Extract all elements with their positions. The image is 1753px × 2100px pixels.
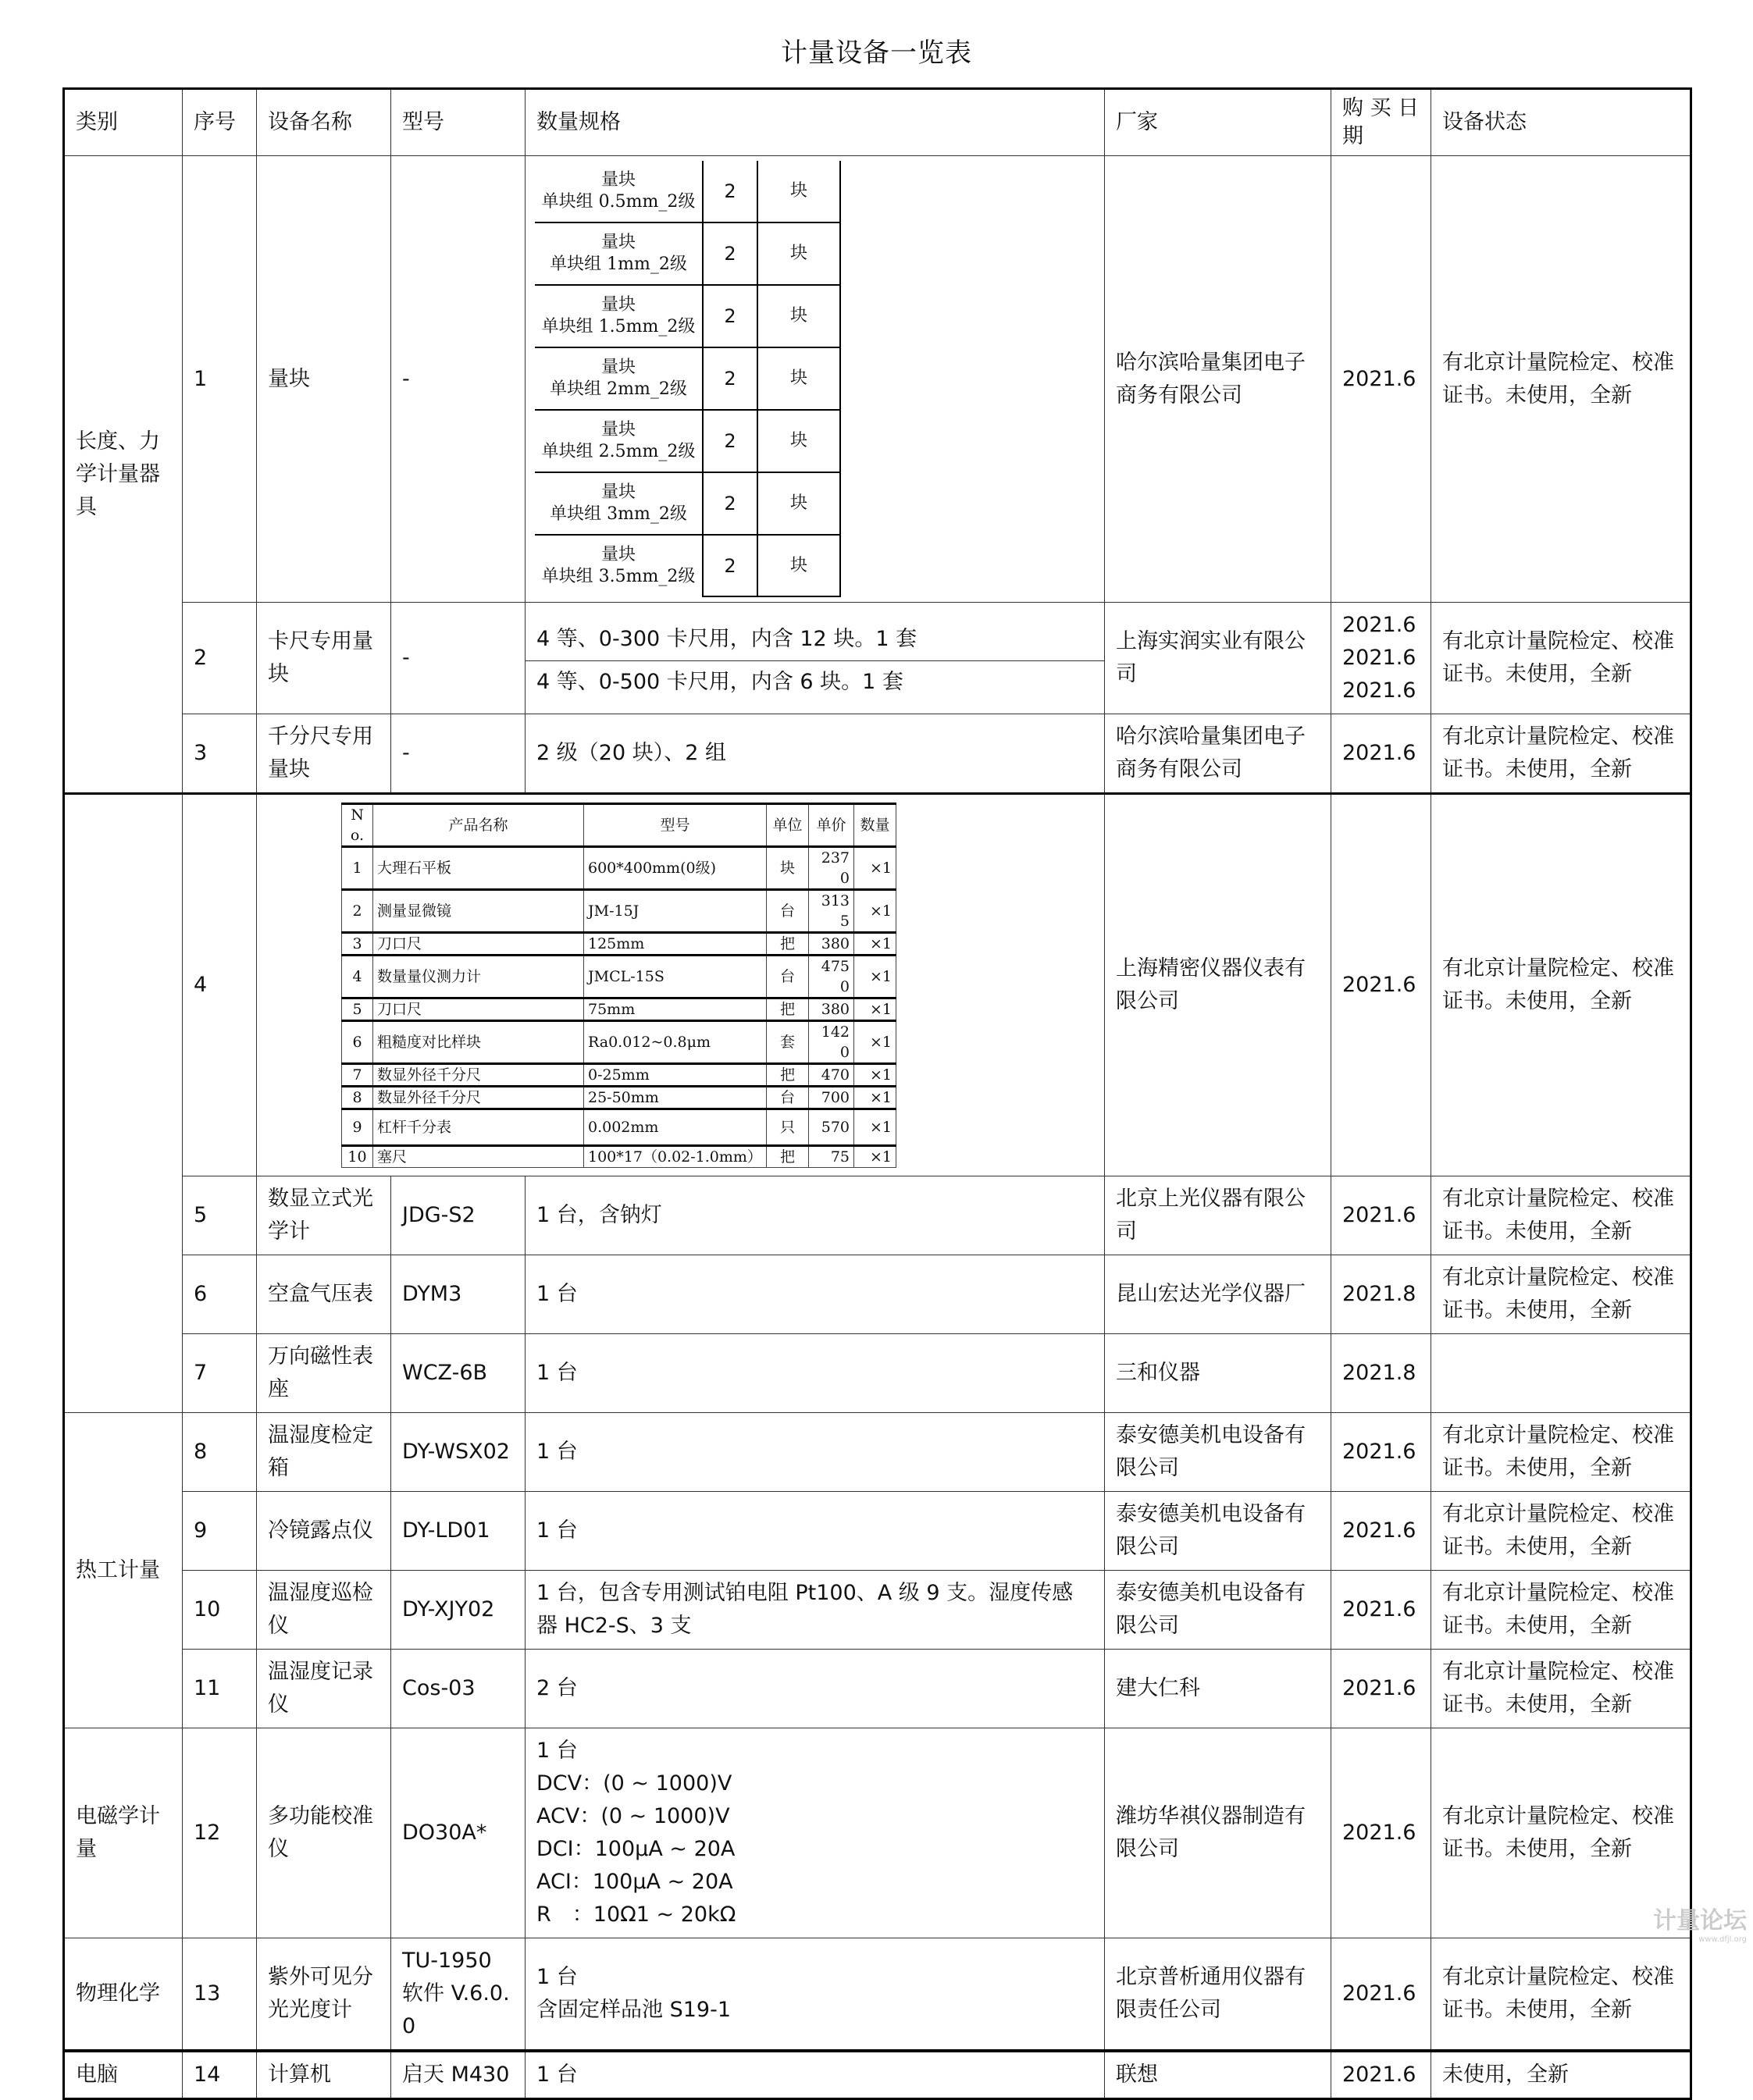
maker-cell: 哈尔滨哈量集团电子商务有限公司 bbox=[1105, 156, 1331, 603]
table-row bbox=[64, 1176, 1691, 1255]
name-cell: 卡尺专用量块 bbox=[257, 603, 391, 714]
spec-cell: 1 台 含固定样品池 S19-1 bbox=[526, 1938, 1105, 2052]
table-row bbox=[64, 794, 1691, 1176]
header-row bbox=[64, 89, 1691, 156]
product-row: 8 数显外径千分尺 25-50mm 台 700 ×1 bbox=[342, 1087, 896, 1109]
spec-cell: 1 台 bbox=[526, 1334, 1105, 1413]
model-cell: DO30A* bbox=[391, 1728, 526, 1938]
watermark-logo: 计量论坛 www.dfjl.org bbox=[1653, 1907, 1747, 1944]
maker-cell: 三和仪器 bbox=[1105, 1334, 1331, 1413]
status-cell: 有北京计量院检定、校准证书。未使用，全新 bbox=[1431, 1413, 1691, 1492]
model-cell: DY-WSX02 bbox=[391, 1413, 526, 1492]
table-row bbox=[64, 1255, 1691, 1334]
table-row bbox=[64, 1492, 1691, 1571]
gauge-row: 量块 单块组 0.5mm_2级 2 块 bbox=[535, 161, 840, 222]
status-cell: 有北京计量院检定、校准证书。未使用，全新 bbox=[1431, 1492, 1691, 1571]
table-row bbox=[64, 2051, 1691, 2099]
date-cell: 2021.6 bbox=[1331, 1571, 1431, 1650]
maker-cell: 上海实润实业有限公司 bbox=[1105, 603, 1331, 714]
model-cell: TU-1950 软件 V.6.0.0 bbox=[391, 1938, 526, 2052]
product-list-cell bbox=[257, 794, 1105, 1176]
name-cell: 温湿度巡检仪 bbox=[257, 1571, 391, 1650]
spec-cell: 2 台 bbox=[526, 1650, 1105, 1728]
seq-cell: 3 bbox=[183, 714, 257, 794]
table-row bbox=[64, 156, 1691, 603]
seq-cell: 4 bbox=[183, 794, 257, 1176]
table-row bbox=[64, 1938, 1691, 2052]
header-model: 型号 bbox=[391, 89, 526, 156]
date-cell: 2021.6 bbox=[1331, 1413, 1431, 1492]
product-row: 9 杠杆千分表 0.002mm 只 570 ×1 bbox=[342, 1109, 896, 1146]
date-cell: 2021.6 bbox=[1331, 714, 1431, 794]
header-seq: 序号 bbox=[183, 89, 257, 156]
status-cell-empty bbox=[1431, 1334, 1691, 1413]
gauge-row: 量块 单块组 2.5mm_2级 2 块 bbox=[535, 410, 840, 472]
page-title: 计量设备一览表 bbox=[781, 37, 972, 69]
category-cell: 物理化学 bbox=[64, 1938, 183, 2052]
spec-cell: 1 台 bbox=[526, 1492, 1105, 1571]
maker-cell: 泰安德美机电设备有限公司 bbox=[1105, 1492, 1331, 1571]
category-cell-empty bbox=[64, 794, 183, 1413]
model-cell: DY-XJY02 bbox=[391, 1571, 526, 1650]
category-cell: 长度、力学计量器具 bbox=[64, 156, 183, 794]
maker-cell: 北京上光仪器有限公司 bbox=[1105, 1176, 1331, 1255]
name-cell: 数显立式光学计 bbox=[257, 1176, 391, 1255]
date-cell: 2021.8 bbox=[1331, 1255, 1431, 1334]
name-cell: 温湿度记录仪 bbox=[257, 1650, 391, 1728]
header-status: 设备状态 bbox=[1431, 89, 1691, 156]
seq-cell: 9 bbox=[183, 1492, 257, 1571]
seq-cell: 6 bbox=[183, 1255, 257, 1334]
spec-cell bbox=[526, 156, 1105, 603]
name-cell: 冷镜露点仪 bbox=[257, 1492, 391, 1571]
spec-line: 4 等、0-300 卡尺用，内含 12 块。1 套 bbox=[536, 626, 917, 651]
date-cell: 2021.6 bbox=[1331, 1492, 1431, 1571]
gauge-row: 量块 单块组 3.5mm_2级 2 块 bbox=[535, 535, 840, 596]
header-category: 类别 bbox=[64, 89, 183, 156]
model-cell: 启天 M430 bbox=[391, 2051, 526, 2099]
status-cell: 有北京计量院检定、校准证书。未使用，全新 bbox=[1431, 1650, 1691, 1728]
table-row bbox=[64, 1650, 1691, 1728]
spec-cell: 1 台 bbox=[526, 1413, 1105, 1492]
gauge-row: 量块 单块组 3mm_2级 2 块 bbox=[535, 472, 840, 535]
table-row bbox=[64, 1334, 1691, 1413]
table-row bbox=[64, 1413, 1691, 1492]
product-row: 7 数显外径千分尺 0-25mm 把 470 ×1 bbox=[342, 1064, 896, 1087]
product-row: 1 大理石平板 600*400mm(0级) 块 2370 ×1 bbox=[342, 847, 896, 890]
seq-cell: 13 bbox=[183, 1938, 257, 2052]
status-cell: 有北京计量院检定、校准证书。未使用，全新 bbox=[1431, 1938, 1691, 2052]
model-cell: DYM3 bbox=[391, 1255, 526, 1334]
product-row: 4 数量量仪测力计 JMCL-15S 台 4750 ×1 bbox=[342, 956, 896, 998]
date-cell: 2021.6 bbox=[1331, 1650, 1431, 1728]
category-cell: 电磁学计量 bbox=[64, 1728, 183, 1938]
seq-cell: 12 bbox=[183, 1728, 257, 1938]
status-cell: 有北京计量院检定、校准证书。未使用，全新 bbox=[1431, 1176, 1691, 1255]
maker-cell: 泰安德美机电设备有限公司 bbox=[1105, 1413, 1331, 1492]
model-cell: - bbox=[391, 156, 526, 603]
date-cell: 2021.6 bbox=[1331, 2051, 1431, 2099]
maker-cell: 上海精密仪器仪表有限公司 bbox=[1105, 794, 1331, 1176]
maker-cell: 北京普析通用仪器有限责任公司 bbox=[1105, 1938, 1331, 2052]
name-cell: 计算机 bbox=[257, 2051, 391, 2099]
spec-cell: 2 级（20 块）、2 组 bbox=[526, 714, 1105, 794]
product-row: 6 粗糙度对比样块 Ra0.012~0.8μm 套 1420 ×1 bbox=[342, 1021, 896, 1064]
status-cell: 有北京计量院检定、校准证书。未使用，全新 bbox=[1431, 1255, 1691, 1334]
maker-cell: 潍坊华祺仪器制造有限公司 bbox=[1105, 1728, 1331, 1938]
date-cell: 2021.6 bbox=[1331, 1728, 1431, 1938]
model-cell: - bbox=[391, 714, 526, 794]
gauge-block-table bbox=[535, 161, 841, 597]
header-name: 设备名称 bbox=[257, 89, 391, 156]
equipment-table bbox=[62, 87, 1692, 2100]
header-date: 购 买 日期 bbox=[1331, 89, 1431, 156]
model-cell: Cos-03 bbox=[391, 1650, 526, 1728]
status-cell: 未使用，全新 bbox=[1431, 2051, 1691, 2099]
header-spec: 数量规格 bbox=[526, 89, 1105, 156]
status-cell: 有北京计量院检定、校准证书。未使用，全新 bbox=[1431, 714, 1691, 794]
spec-cell bbox=[526, 603, 1105, 714]
product-row: 5 刀口尺 75mm 把 380 ×1 bbox=[342, 998, 896, 1021]
seq-cell: 7 bbox=[183, 1334, 257, 1413]
spec-cell: 1 台 bbox=[526, 2051, 1105, 2099]
gauge-row: 量块 单块组 1mm_2级 2 块 bbox=[535, 222, 840, 285]
seq-cell: 11 bbox=[183, 1650, 257, 1728]
name-cell: 紫外可见分光光度计 bbox=[257, 1938, 391, 2052]
spec-cell: 1 台 DCV：(0 ~ 1000)V ACV：(0 ~ 1000)V DCI：100μA ~ 20A ACI：100μA ~ 20A R ：10Ω1 ~ 20kΩ bbox=[526, 1728, 1105, 1938]
name-cell: 量块 bbox=[257, 156, 391, 603]
gauge-row: 量块 单块组 2mm_2级 2 块 bbox=[535, 347, 840, 410]
status-cell: 有北京计量院检定、校准证书。未使用，全新 bbox=[1431, 1571, 1691, 1650]
spec-cell: 1 台 bbox=[526, 1255, 1105, 1334]
header-maker: 厂家 bbox=[1105, 89, 1331, 156]
name-cell: 万向磁性表座 bbox=[257, 1334, 391, 1413]
spec-cell: 1 台，包含专用测试铂电阻 Pt100、A 级 9 支。湿度传感器 HC2-S、3 支 bbox=[526, 1571, 1105, 1650]
name-cell: 多功能校准仪 bbox=[257, 1728, 391, 1938]
date-cell: 2021.6 2021.6 2021.6 bbox=[1331, 603, 1431, 714]
seq-cell: 2 bbox=[183, 603, 257, 714]
maker-cell: 哈尔滨哈量集团电子商务有限公司 bbox=[1105, 714, 1331, 794]
name-cell: 千分尺专用量块 bbox=[257, 714, 391, 794]
date-cell: 2021.6 bbox=[1331, 1176, 1431, 1255]
date-cell: 2021.6 bbox=[1331, 1938, 1431, 2052]
model-cell: - bbox=[391, 603, 526, 714]
table-row bbox=[64, 1571, 1691, 1650]
status-cell: 有北京计量院检定、校准证书。未使用，全新 bbox=[1431, 603, 1691, 714]
seq-cell: 10 bbox=[183, 1571, 257, 1650]
table-row bbox=[64, 714, 1691, 794]
spec-cell: 1 台，含钠灯 bbox=[526, 1176, 1105, 1255]
status-cell: 有北京计量院检定、校准证书。未使用，全新 bbox=[1431, 1728, 1691, 1938]
seq-cell: 1 bbox=[183, 156, 257, 603]
product-list-table bbox=[341, 803, 896, 1168]
category-cell: 热工计量 bbox=[64, 1413, 183, 1728]
product-row: 10 塞尺 100*17（0.02-1.0mm） 把 75 ×1 bbox=[342, 1146, 896, 1168]
table-row bbox=[64, 603, 1691, 714]
table-row bbox=[64, 1728, 1691, 1938]
date-cell: 2021.6 bbox=[1331, 156, 1431, 603]
model-cell: JDG-S2 bbox=[391, 1176, 526, 1255]
status-cell: 有北京计量院检定、校准证书。未使用，全新 bbox=[1431, 156, 1691, 603]
spec-line: 4 等、0-500 卡尺用，内含 6 块。1 套 bbox=[526, 660, 1104, 699]
date-cell: 2021.6 bbox=[1331, 794, 1431, 1176]
model-cell: WCZ-6B bbox=[391, 1334, 526, 1413]
name-cell: 空盒气压表 bbox=[257, 1255, 391, 1334]
name-cell: 温湿度检定箱 bbox=[257, 1413, 391, 1492]
seq-cell: 14 bbox=[183, 2051, 257, 2099]
product-row: 3 刀口尺 125mm 把 380 ×1 bbox=[342, 933, 896, 956]
gauge-row: 量块 单块组 1.5mm_2级 2 块 bbox=[535, 285, 840, 347]
seq-cell: 5 bbox=[183, 1176, 257, 1255]
status-cell: 有北京计量院检定、校准证书。未使用，全新 bbox=[1431, 794, 1691, 1176]
category-cell: 电脑 bbox=[64, 2051, 183, 2099]
maker-cell: 建大仁科 bbox=[1105, 1650, 1331, 1728]
maker-cell: 联想 bbox=[1105, 2051, 1331, 2099]
product-list-header: No. 产品名称 型号 单位 单价 数量 bbox=[342, 804, 896, 847]
date-cell: 2021.8 bbox=[1331, 1334, 1431, 1413]
product-row: 2 测量显微镜 JM-15J 台 3135 ×1 bbox=[342, 890, 896, 933]
seq-cell: 8 bbox=[183, 1413, 257, 1492]
maker-cell: 泰安德美机电设备有限公司 bbox=[1105, 1571, 1331, 1650]
model-cell: DY-LD01 bbox=[391, 1492, 526, 1571]
maker-cell: 昆山宏达光学仪器厂 bbox=[1105, 1255, 1331, 1334]
